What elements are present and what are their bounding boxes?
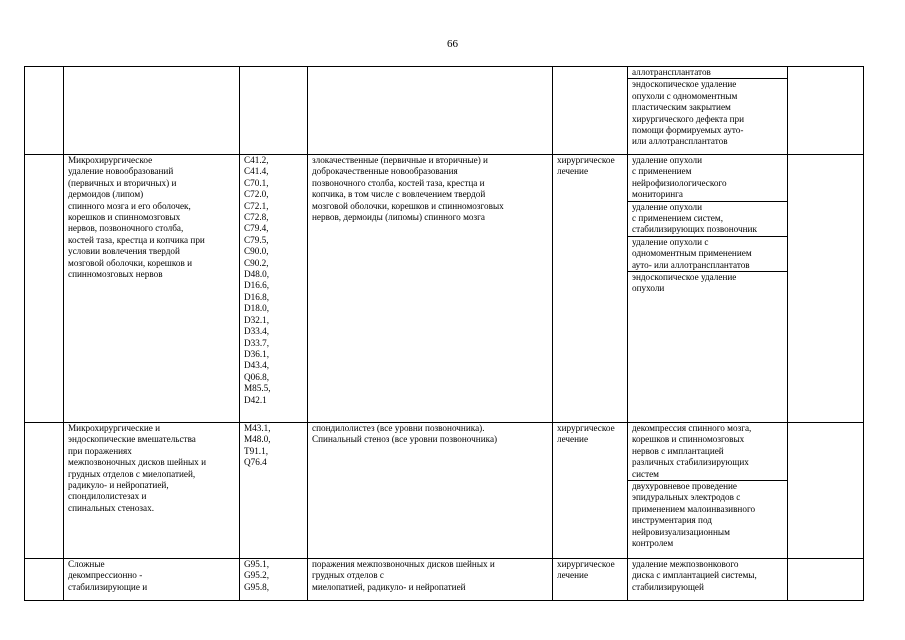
icd-code: D42.1: [244, 394, 267, 405]
treatment-method: [628, 79, 788, 147]
care-type-line: дермоидов (липом): [68, 189, 144, 200]
icd-code: Q06.8,: [244, 371, 270, 382]
icd-code: C90.0,: [244, 246, 269, 257]
treatment-method-line: стабилизирующей: [632, 581, 704, 592]
care-type-cell: [64, 559, 240, 601]
icd-code: D16.6,: [244, 280, 270, 291]
icd-code: C79.4,: [244, 223, 269, 234]
icd-code: D33.7,: [244, 337, 270, 348]
treatment-method-line: ауто- или аллотрансплантатов: [632, 259, 750, 270]
icd-code: M85.5,: [244, 383, 271, 394]
treatment-type-cell: [553, 67, 628, 155]
treatment-method-line: пластическим закрытием: [632, 102, 731, 113]
icd-code: Q76.4: [244, 457, 267, 468]
patient-model-line: грудных отделов с: [312, 570, 384, 581]
icd-codes-cell: [240, 423, 308, 559]
treatment-method-line: нейровизуализационным: [632, 526, 730, 537]
treatment-type-line: лечение: [557, 166, 589, 177]
treatment-method-line: эндоскопическое удаление: [632, 79, 737, 90]
icd-code: D43.4,: [244, 360, 270, 371]
table-row: [25, 423, 864, 559]
icd-code: D33.4,: [244, 326, 270, 337]
treatment-method: [628, 423, 788, 481]
patient-model-cell: [308, 155, 553, 423]
patient-model-line: позвоночного столба, костей таза, крестца и: [312, 177, 485, 188]
treatment-method-line: корешков и спинномозговых: [632, 434, 745, 445]
icd-code: D36.1,: [244, 348, 270, 359]
treatment-method-line: стабилизирующих позвоночник: [632, 224, 757, 235]
icd-code: C79.5,: [244, 234, 269, 245]
care-type-cell: [64, 155, 240, 423]
treatment-methods-cell: [628, 559, 788, 601]
icd-code: C72.1,: [244, 200, 269, 211]
patient-model-line: копчика, в том числе с вовлечением твердой: [312, 189, 486, 200]
care-type-line: Микрохирургическое: [68, 155, 153, 165]
treatment-method-line: удаление опухоли: [632, 201, 703, 212]
treatment-method: [628, 272, 788, 295]
treatment-method-line: одномоментным применением: [632, 248, 752, 259]
treatment-type-line: хирургическое: [557, 423, 615, 433]
number-cell: [25, 559, 64, 601]
patient-model-line: поражения межпозвоночных дисков шейных и: [312, 559, 495, 569]
treatment-method-line: эндоскопическое удаление: [632, 272, 737, 283]
treatment-method-line: удаление опухоли с: [632, 236, 709, 247]
treatment-method-line: нервов с имплантацией: [632, 445, 724, 456]
treatment-type-line: хирургическое: [557, 559, 615, 569]
treatment-method-line: нейрофизиологического: [632, 177, 727, 188]
patient-model-cell: [308, 67, 553, 155]
icd-code: D48.0,: [244, 269, 270, 280]
treatment-type-cell: [553, 423, 628, 559]
treatment-method-line: удаление опухоли: [632, 155, 703, 165]
number-cell: [25, 423, 64, 559]
treatment-type-line: лечение: [557, 434, 589, 445]
care-type-line: спинного мозга и его оболочек,: [68, 200, 191, 211]
treatment-method: [628, 155, 788, 202]
patient-model-line: спондилолистез (все уровни позвоночника).: [312, 423, 485, 433]
treatment-method: [628, 67, 788, 79]
treatment-method-line: аллотрансплантатов: [632, 67, 711, 77]
icd-code: G95.8,: [244, 581, 270, 592]
treatment-type-cell: [553, 155, 628, 423]
treatment-method-line: удаление межпозвонкового: [632, 559, 739, 569]
care-type-cell: [64, 67, 240, 155]
cost-cell: [788, 559, 864, 601]
care-type-cell: [64, 423, 240, 559]
treatment-method-line: декомпрессия спинного мозга,: [632, 423, 752, 433]
patient-model-line: доброкачественные новообразования: [312, 166, 458, 177]
icd-code: D16.8,: [244, 291, 270, 302]
medical-care-table: [24, 66, 864, 601]
treatment-method-line: хирургического дефекта при: [632, 113, 745, 124]
icd-code: M43.1,: [244, 423, 271, 433]
treatment-method: [628, 237, 788, 272]
patient-model-line: миелопатией, радикуло- и нейропатией: [312, 581, 466, 592]
patient-model-line: нервов, дермоиды (липомы) спинного мозга: [312, 212, 485, 223]
treatment-method-line: диска с имплантацией системы,: [632, 570, 757, 581]
treatment-method: [628, 202, 788, 237]
icd-code: D18.0,: [244, 303, 270, 314]
icd-code: G95.1,: [244, 559, 270, 569]
care-type-line: грудных отделов с миелопатией,: [68, 468, 196, 479]
treatment-type-line: хирургическое: [557, 155, 615, 165]
care-type-line: костей таза, крестца и копчика при: [68, 234, 205, 245]
icd-codes-cell: [240, 67, 308, 155]
number-cell: [25, 155, 64, 423]
treatment-method: [628, 559, 788, 593]
care-type-line: межпозвоночных дисков шейных и: [68, 457, 206, 468]
cost-cell: [788, 67, 864, 155]
treatment-method-line: инструментария под: [632, 515, 712, 526]
table-row: [25, 559, 864, 601]
care-type-line: радикуло- и нейропатией,: [68, 480, 169, 491]
care-type-line: корешков и спинномозговых: [68, 212, 181, 223]
treatment-type-cell: [553, 559, 628, 601]
treatment-method-line: эпидуральных электродов с: [632, 492, 741, 503]
treatment-method-line: помощи формируемых ауто-: [632, 125, 744, 136]
icd-code: C72.8,: [244, 212, 269, 223]
icd-code: C72.0,: [244, 189, 269, 200]
patient-model-cell: [308, 423, 553, 559]
treatment-methods-cell: [628, 67, 788, 155]
treatment-method-line: мониторинга: [632, 189, 684, 200]
treatment-method-line: применением малоинвазивного: [632, 503, 756, 514]
treatment-method-line: опухоли с одномоментным: [632, 90, 738, 101]
treatment-method-line: двухуровневое проведение: [632, 481, 738, 492]
patient-model-line: мозговой оболочки, корешков и спинномозговых: [312, 200, 504, 211]
patient-model-cell: [308, 559, 553, 601]
treatment-method-line: контролем: [632, 538, 674, 549]
treatment-method-line: различных стабилизирующих: [632, 457, 749, 468]
treatment-method-line: с применением: [632, 166, 692, 177]
care-type-line: (первичных и вторичных) и: [68, 177, 177, 188]
care-type-line: спинальных стенозах.: [68, 502, 155, 513]
icd-code: C70.1,: [244, 177, 269, 188]
cost-cell: [788, 423, 864, 559]
care-type-line: нервов, позвоночного столба,: [68, 223, 184, 234]
patient-model-line: злокачественные (первичные и вторичные) и: [312, 155, 488, 165]
icd-code: G95.2,: [244, 570, 270, 581]
table-row: [25, 67, 864, 155]
icd-code: T91.1,: [244, 445, 268, 456]
icd-codes-cell: [240, 155, 308, 423]
treatment-type-line: лечение: [557, 570, 589, 581]
number-cell: [25, 67, 64, 155]
care-type-line: Сложные: [68, 559, 105, 569]
treatment-method: [628, 481, 788, 549]
icd-code: C90.2,: [244, 257, 269, 268]
icd-code: C41.2,: [244, 155, 269, 165]
treatment-method-line: или аллотрансплантатов: [632, 136, 728, 147]
icd-code: C41.4,: [244, 166, 269, 177]
icd-code: M48.0,: [244, 434, 271, 445]
treatment-method-line: систем: [632, 468, 659, 479]
care-type-line: условии вовлечения твердой: [68, 246, 180, 257]
care-type-line: мозговой оболочки, корешков и: [68, 257, 193, 268]
care-type-line: при поражениях: [68, 445, 132, 456]
table-body: [25, 67, 864, 601]
care-type-line: Микрохирургические и: [68, 423, 161, 433]
icd-codes-cell: [240, 559, 308, 601]
care-type-line: спинномозговых нервов: [68, 269, 163, 280]
care-type-line: декомпрессионно -: [68, 570, 143, 581]
treatment-method-line: с применением систем,: [632, 213, 723, 224]
icd-code: D32.1,: [244, 314, 270, 325]
treatment-methods-cell: [628, 423, 788, 559]
care-type-line: эндоскопические вмешательства: [68, 434, 196, 445]
page-number: 66: [447, 38, 458, 50]
treatment-method-line: опухоли: [632, 283, 665, 294]
patient-model-line: Спинальный стеноз (все уровни позвоночника): [312, 434, 498, 445]
cost-cell: [788, 155, 864, 423]
table-row: [25, 155, 864, 423]
care-type-line: спондилолистезах и: [68, 491, 147, 502]
treatment-methods-cell: [628, 155, 788, 423]
care-type-line: стабилизирующие и: [68, 581, 148, 592]
care-type-line: удаление новообразований: [68, 166, 174, 177]
